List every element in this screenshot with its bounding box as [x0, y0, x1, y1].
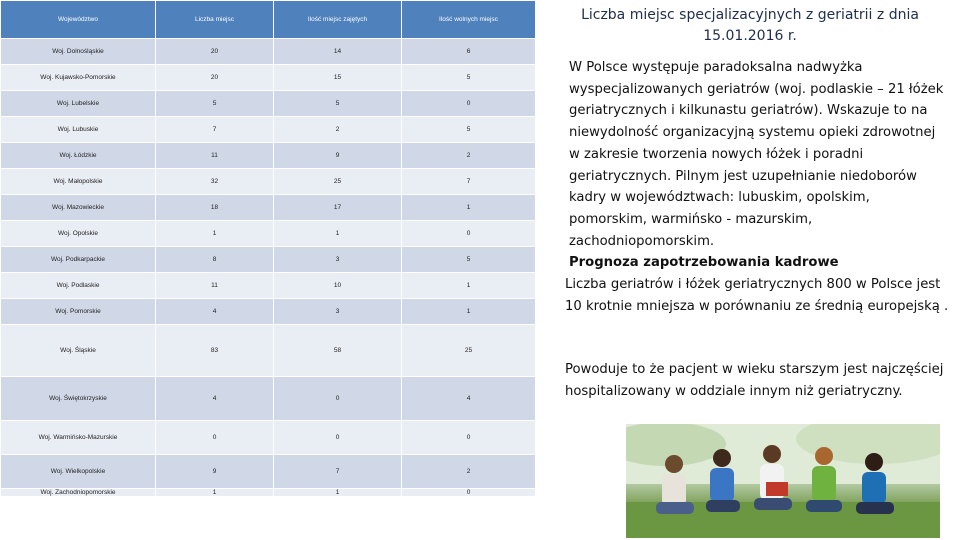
- value-cell: 4: [156, 377, 274, 421]
- voivodeship-name-cell: Woj. Wielkopolskie: [1, 455, 156, 489]
- table-row: [1, 195, 536, 221]
- value-cell: 1: [402, 273, 536, 299]
- value-cell: 4: [156, 299, 274, 325]
- value-cell: 17: [274, 195, 402, 221]
- value-cell: 11: [156, 143, 274, 169]
- value-cell: 1: [274, 489, 402, 497]
- table-row: [1, 377, 536, 421]
- voivodeship-name-cell: Woj. Mazowieckie: [1, 195, 156, 221]
- value-cell: 7: [402, 169, 536, 195]
- voivodeship-name-cell: Woj. Opolskie: [1, 221, 156, 247]
- table-header-row: [1, 1, 536, 39]
- header-cell: Ilość wolnych miejsc: [402, 1, 536, 39]
- table-row: [1, 117, 536, 143]
- value-cell: 5: [156, 91, 274, 117]
- voivodeship-name-cell: Woj. Podkarpackie: [1, 247, 156, 273]
- value-cell: 5: [402, 65, 536, 91]
- value-cell: 3: [274, 299, 402, 325]
- voivodeship-name-cell: Woj. Śląskie: [1, 325, 156, 377]
- slide-title: Liczba miejsc specjalizacyjnych z geriatrii z dnia 15.01.2016 r.: [581, 7, 919, 44]
- value-cell: 7: [274, 455, 402, 489]
- paragraph-surplus: W Polsce występuje paradoksalna nadwyżka wyspecjalizowanych geriatrów (woj. podlaskie – 21 łóżek geriatrycznych i kilkunastu geriatrów). Wskazuje to na niewydolność organizacyjną systemu opieki zdrowotnej w zakresie tworzenia nowych łóżek i poradni geriatrycznych. Pilnym jest uzupełnianie niedoborów kadry w województwach: lubuskim, opolskim, pomorskim, warmińsko - mazurskim, zachodniopomorskim.: [569, 60, 944, 249]
- value-cell: 5: [402, 247, 536, 273]
- value-cell: 5: [402, 117, 536, 143]
- voivodeship-name-cell: Woj. Zachodniopomorskie: [1, 489, 156, 497]
- table-row: [1, 91, 536, 117]
- header-cell: Liczba miejsc: [156, 1, 274, 39]
- value-cell: 4: [402, 377, 536, 421]
- value-cell: 32: [156, 169, 274, 195]
- table-row: [1, 273, 536, 299]
- value-cell: 6: [402, 39, 536, 65]
- header-cell: Województwo: [1, 1, 156, 39]
- table-row: [1, 421, 536, 455]
- voivodeship-name-cell: Woj. Dolnośląskie: [1, 39, 156, 65]
- value-cell: 2: [402, 143, 536, 169]
- section-heading: Prognoza zapotrzebowania kadrowe: [569, 255, 839, 271]
- value-cell: 1: [156, 221, 274, 247]
- paragraph-forecast: Liczba geriatrów i łóżek geriatrycznych 800 w Polsce jest 10 krotnie mniejsza w porównaniu ze średnią europejską .: [565, 277, 949, 314]
- voivodeship-name-cell: Woj. Pomorskie: [1, 299, 156, 325]
- value-cell: 0: [402, 489, 536, 497]
- header-cell: Ilość miejsc zajętych: [274, 1, 402, 39]
- value-cell: 2: [274, 117, 402, 143]
- value-cell: 10: [274, 273, 402, 299]
- table-row: [1, 221, 536, 247]
- table-row: [1, 455, 536, 489]
- value-cell: 0: [156, 421, 274, 455]
- value-cell: 0: [274, 377, 402, 421]
- value-cell: 1: [274, 221, 402, 247]
- voivodeship-name-cell: Woj. Świętokrzyskie: [1, 377, 156, 421]
- value-cell: 7: [156, 117, 274, 143]
- students-photo-icon: [626, 424, 940, 538]
- value-cell: 2: [402, 455, 536, 489]
- table-row: [1, 299, 536, 325]
- table-row: [1, 143, 536, 169]
- value-cell: 20: [156, 39, 274, 65]
- table-row: [1, 169, 536, 195]
- value-cell: 0: [402, 91, 536, 117]
- value-cell: 20: [156, 65, 274, 91]
- value-cell: 1: [156, 489, 274, 497]
- value-cell: 83: [156, 325, 274, 377]
- students-photo: [626, 424, 940, 538]
- value-cell: 9: [274, 143, 402, 169]
- value-cell: 0: [402, 421, 536, 455]
- value-cell: 9: [156, 455, 274, 489]
- value-cell: 25: [274, 169, 402, 195]
- value-cell: 1: [402, 299, 536, 325]
- voivodeship-name-cell: Woj. Małopolskie: [1, 169, 156, 195]
- value-cell: 18: [156, 195, 274, 221]
- voivodeship-name-cell: Woj. Kujawsko-Pomorskie: [1, 65, 156, 91]
- value-cell: 14: [274, 39, 402, 65]
- body-text-2: [565, 359, 950, 402]
- value-cell: 0: [274, 421, 402, 455]
- table-row: [1, 489, 536, 497]
- value-cell: 8: [156, 247, 274, 273]
- paragraph-hospitalization: Powoduje to że pacjent w wieku starszym jest najczęściej hospitalizowany w oddziale innym niż geriatryczny.: [565, 362, 944, 399]
- value-cell: 15: [274, 65, 402, 91]
- value-cell: 3: [274, 247, 402, 273]
- voivodeship-name-cell: Woj. Podlaskie: [1, 273, 156, 299]
- table-row: [1, 39, 536, 65]
- voivodeship-name-cell: Woj. Łódzkie: [1, 143, 156, 169]
- value-cell: 11: [156, 273, 274, 299]
- value-cell: 58: [274, 325, 402, 377]
- voivodeship-name-cell: Woj. Lubuskie: [1, 117, 156, 143]
- table-row: [1, 247, 536, 273]
- value-cell: 25: [402, 325, 536, 377]
- voivodeship-name-cell: Woj. Warmińsko-Mazurskie: [1, 421, 156, 455]
- voivodeship-name-cell: Woj. Lubelskie: [1, 91, 156, 117]
- value-cell: 0: [402, 221, 536, 247]
- table-row: [1, 65, 536, 91]
- table-row: [1, 325, 536, 377]
- body-text: [565, 57, 950, 317]
- value-cell: 5: [274, 91, 402, 117]
- value-cell: 1: [402, 195, 536, 221]
